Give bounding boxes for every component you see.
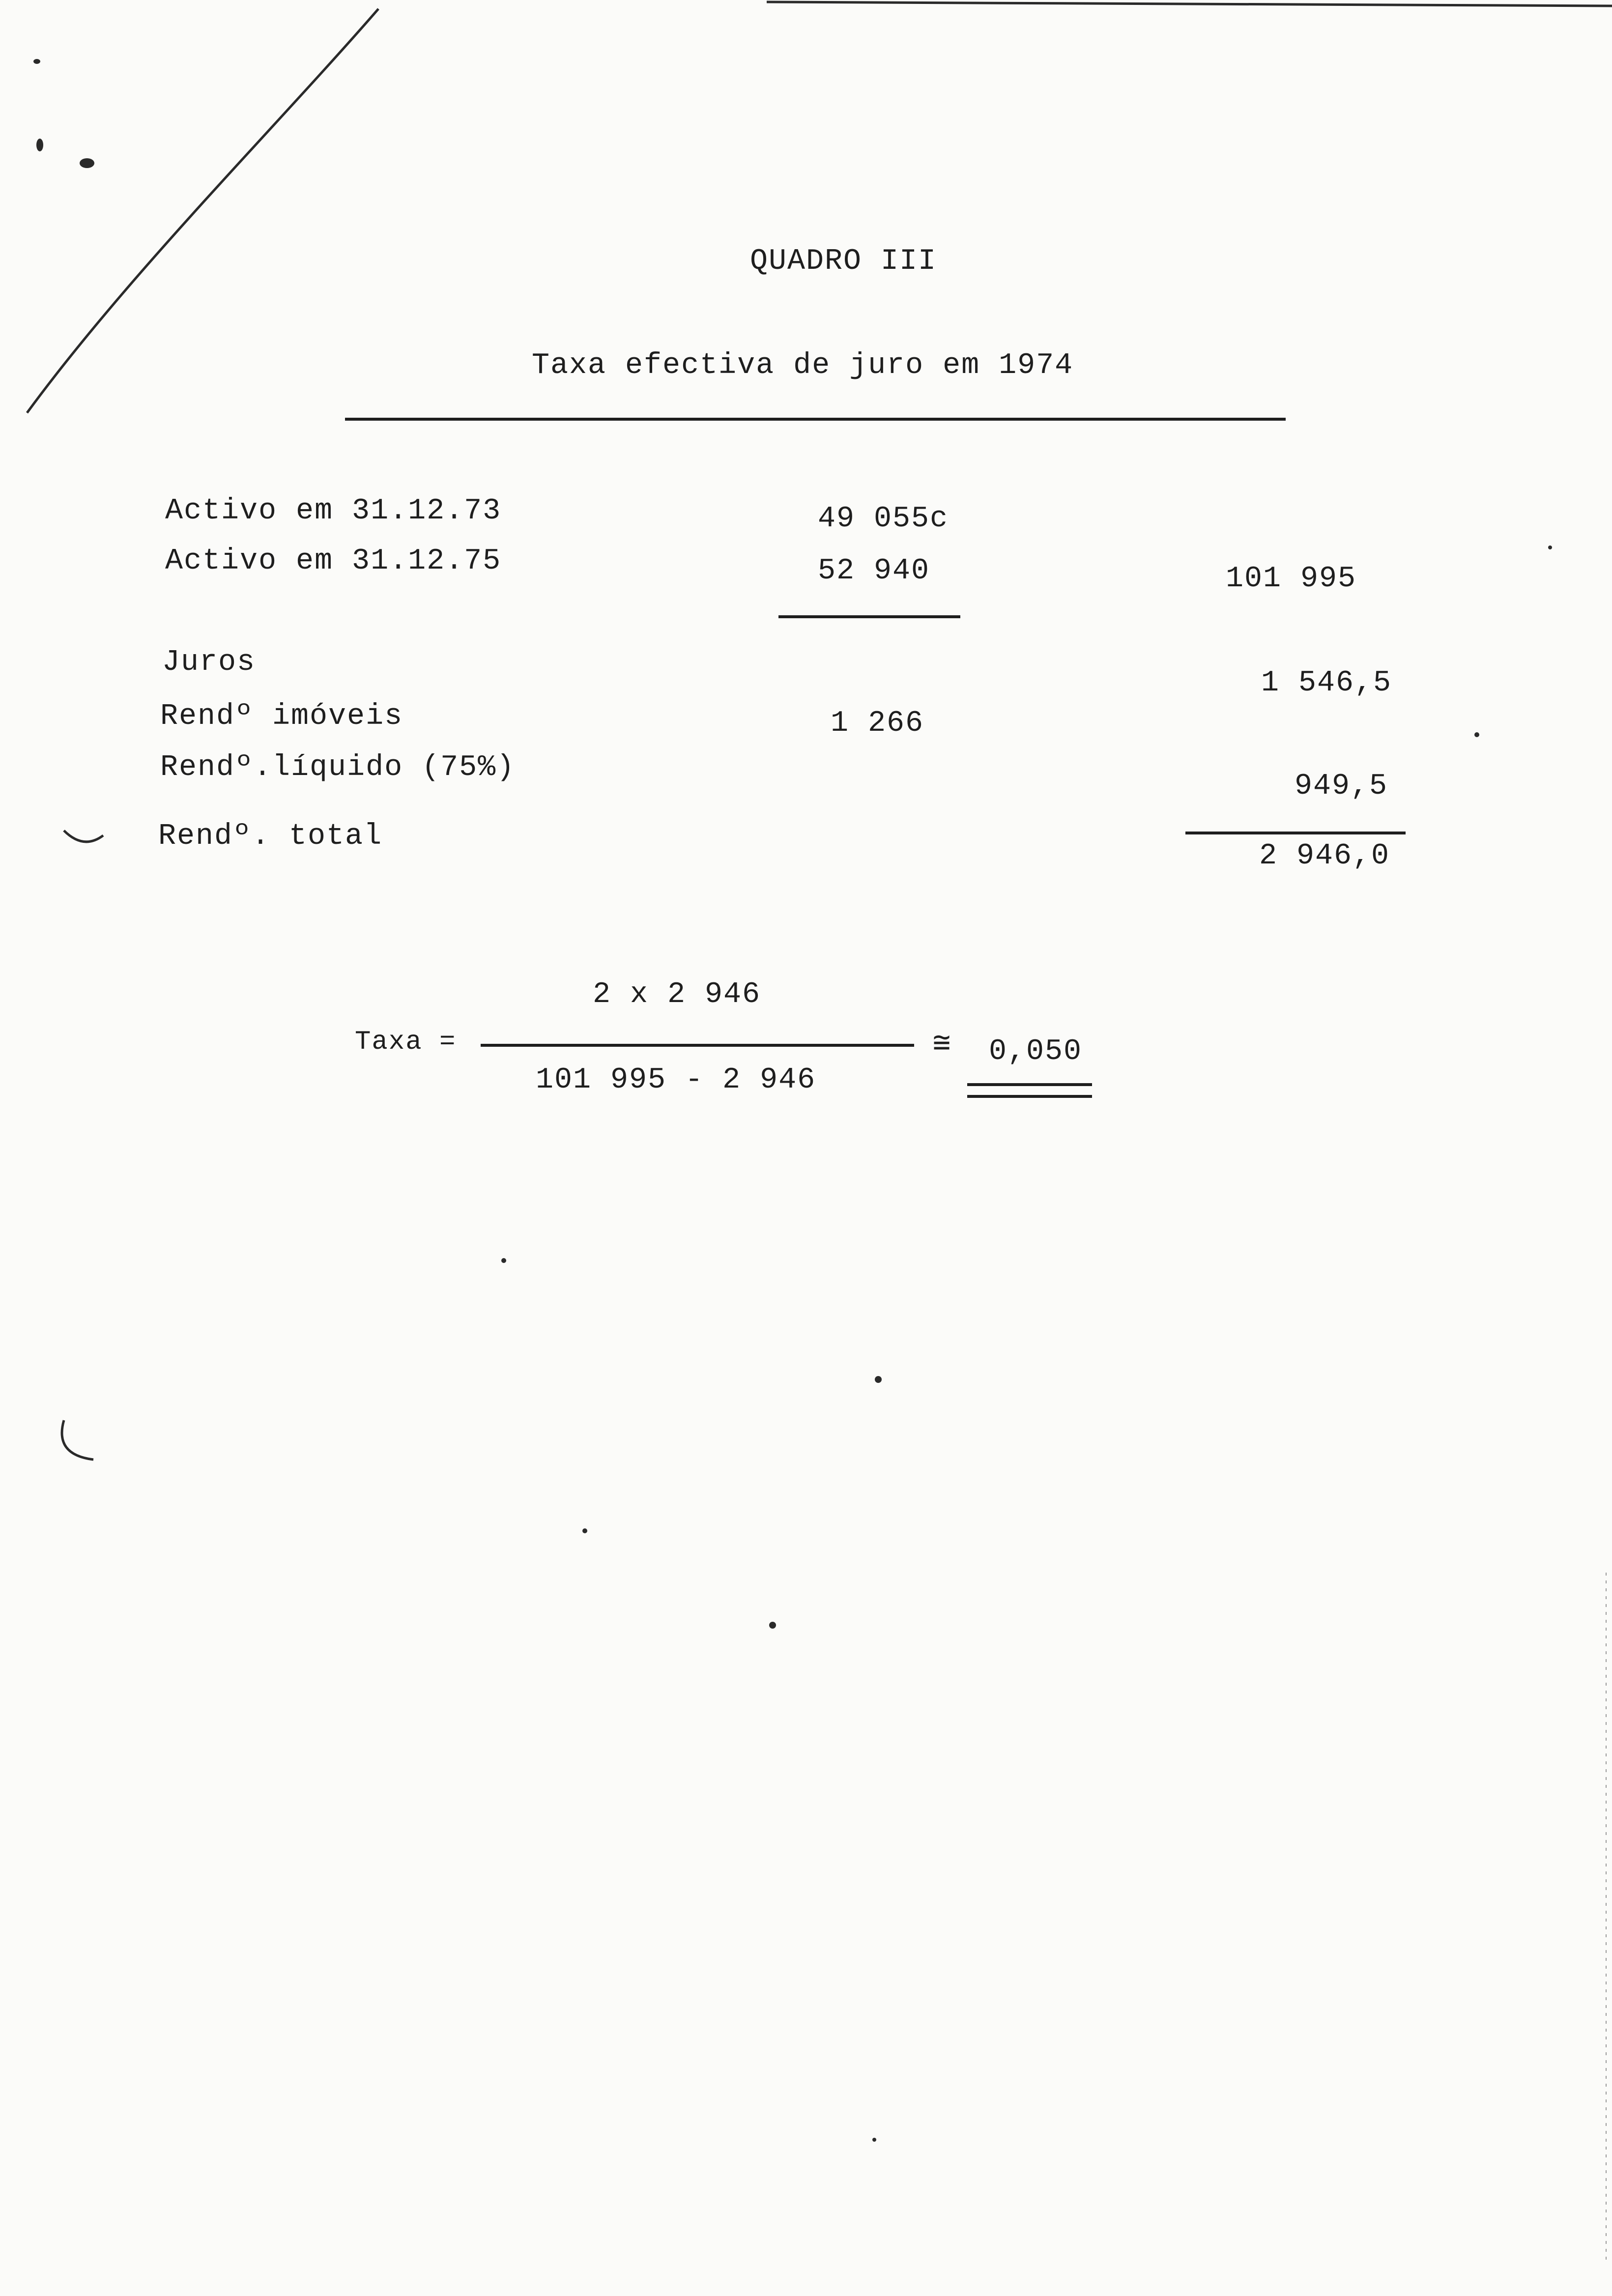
- row-total-activo: 101 995: [1226, 562, 1357, 596]
- title-underline: [345, 418, 1286, 421]
- row-value-rend-imoveis: 1 266: [831, 707, 924, 740]
- row-value-rend-total: 2 946,0: [1259, 839, 1390, 873]
- formula-label: Taxa =: [355, 1027, 457, 1057]
- row-label-rend-total: Rendº. total: [158, 820, 383, 853]
- formula-result: 0,050: [989, 1035, 1083, 1068]
- row-label-rend-imoveis: Rendº imóveis: [160, 700, 403, 733]
- total-rule: [1185, 832, 1406, 834]
- formula-numerator: 2 x 2 946: [593, 978, 761, 1011]
- result-underline-1: [967, 1083, 1092, 1086]
- row-value-activo-1975: 52 940: [818, 554, 930, 588]
- row-label-rend-liquido: Rendº.líquido (75%): [160, 751, 516, 784]
- row-label-juros: Juros: [162, 646, 256, 679]
- document-title: QUADRO III: [750, 245, 937, 278]
- subtotal-rule: [778, 615, 960, 618]
- row-value-activo-1973: 49 055c: [818, 502, 949, 536]
- result-underline-2: [967, 1095, 1092, 1098]
- approx-sign: ≅: [933, 1028, 952, 1062]
- formula-denominator: 101 995 - 2 946: [536, 1063, 816, 1097]
- row-label-activo-1973: Activo em 31.12.73: [165, 494, 502, 528]
- row-label-activo-1975: Activo em 31.12.75: [165, 545, 502, 578]
- row-value-rend-liquido: 949,5: [1295, 770, 1388, 803]
- fraction-bar: [481, 1044, 914, 1047]
- document-subtitle: Taxa efectiva de juro em 1974: [532, 349, 1074, 382]
- row-value-juros: 1 546,5: [1261, 666, 1392, 700]
